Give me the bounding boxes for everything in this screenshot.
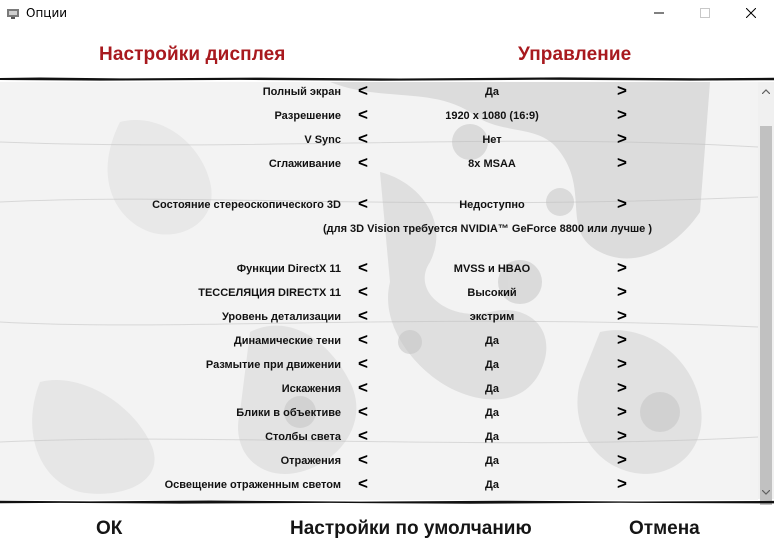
option-label: Отражения (280, 455, 341, 467)
tab-display-settings[interactable]: Настройки дисплея (99, 44, 286, 65)
option-label: Столбы света (265, 431, 341, 443)
option-label: Полный экран (262, 86, 341, 98)
option-row-motion-blur (0, 355, 758, 379)
prev-value-button[interactable]: < (358, 129, 368, 148)
next-value-button[interactable]: > (617, 354, 627, 373)
close-icon (746, 5, 756, 23)
maximize-icon (700, 5, 710, 23)
minimize-icon (654, 5, 664, 23)
next-value-button[interactable]: > (617, 378, 627, 397)
option-value: Да (485, 407, 499, 419)
next-value-button[interactable]: > (617, 258, 627, 277)
option-label: ТЕССЕЛЯЦИЯ DIRECTX 11 (198, 287, 341, 299)
option-label: Разрешение (274, 110, 341, 122)
next-value-button[interactable]: > (617, 82, 627, 100)
option-row-directx11-features (0, 259, 758, 283)
option-value: Да (485, 479, 499, 491)
prev-value-button[interactable]: < (358, 330, 368, 349)
window-titlebar (0, 0, 774, 28)
prev-value-button[interactable]: < (358, 354, 368, 373)
restore-defaults-button[interactable]: Настройки по умолчанию (290, 518, 532, 539)
maximize-button[interactable] (682, 0, 728, 28)
next-value-button[interactable]: > (617, 153, 627, 172)
option-value: Да (485, 455, 499, 467)
tab-controls[interactable]: Управление (518, 44, 632, 65)
option-label: Освещение отраженным светом (164, 479, 341, 491)
prev-value-button[interactable]: < (358, 82, 368, 100)
prev-value-button[interactable]: < (358, 258, 368, 277)
scroll-up-button[interactable] (758, 82, 774, 98)
next-value-button[interactable]: > (617, 426, 627, 445)
option-row-stereo-3d (0, 195, 758, 219)
app-icon (6, 6, 20, 20)
prev-value-button[interactable]: < (358, 426, 368, 445)
option-label: Искажения (281, 383, 341, 395)
prev-value-button[interactable]: < (358, 105, 368, 124)
prev-value-button[interactable]: < (358, 153, 368, 172)
prev-value-button[interactable]: < (358, 378, 368, 397)
option-row-resolution (0, 106, 758, 130)
option-label: Динамические тени (233, 335, 341, 347)
option-value: Да (485, 431, 499, 443)
options-header (0, 28, 774, 80)
option-row-antialiasing (0, 154, 758, 178)
chevron-up-icon (762, 81, 770, 99)
option-row-reflections (0, 451, 758, 475)
option-value: Да (485, 335, 499, 347)
options-scrollbar[interactable] (758, 82, 774, 499)
prev-value-button[interactable]: < (358, 306, 368, 325)
option-value: Нет (482, 134, 502, 146)
next-value-button[interactable]: > (617, 306, 627, 325)
option-row-dynamic-shadows (0, 331, 758, 355)
option-label: Уровень детализации (222, 311, 341, 323)
next-value-button[interactable]: > (617, 330, 627, 349)
option-row-light-shafts (0, 427, 758, 451)
prev-value-button[interactable]: < (358, 282, 368, 301)
option-label: Состояние стереоскопического 3D (152, 199, 341, 211)
option-label: Сглаживание (268, 158, 341, 170)
options-panel (0, 82, 758, 500)
option-label: Функции DirectX 11 (236, 263, 341, 275)
prev-value-button[interactable]: < (358, 474, 368, 493)
minimize-button[interactable] (636, 0, 682, 28)
prev-value-button[interactable]: < (358, 194, 368, 213)
option-label: V Sync (304, 134, 341, 146)
scroll-down-button[interactable] (758, 483, 774, 499)
window-title: Опции (26, 6, 68, 20)
stereo-3d-note: (для 3D Vision требуется NVIDIA™ GeForce 8800 или лучше ) (322, 223, 653, 235)
chevron-down-icon (762, 482, 770, 500)
option-value: экстрим (469, 311, 515, 323)
prev-value-button[interactable]: < (358, 402, 368, 421)
prev-value-button[interactable]: < (358, 450, 368, 469)
option-value: 8x MSAA (468, 158, 516, 170)
next-value-button[interactable]: > (617, 105, 627, 124)
option-row-lens-flares (0, 403, 758, 427)
close-button[interactable] (728, 0, 774, 28)
option-value: Высокий (467, 287, 517, 299)
option-row-bounce-lighting (0, 475, 758, 499)
option-value: Да (485, 359, 499, 371)
options-footer (0, 505, 774, 559)
next-value-button[interactable]: > (617, 474, 627, 493)
next-value-button[interactable]: > (617, 402, 627, 421)
option-value: Недоступно (459, 199, 525, 211)
option-label: Блики в объективе (236, 407, 341, 419)
scrollbar-thumb[interactable] (760, 126, 772, 511)
option-row-detail-level (0, 307, 758, 331)
option-value: Да (485, 383, 499, 395)
next-value-button[interactable]: > (617, 129, 627, 148)
next-value-button[interactable]: > (617, 282, 627, 301)
ok-button[interactable]: ОК (96, 518, 123, 539)
option-row-vsync (0, 130, 758, 154)
next-value-button[interactable]: > (617, 450, 627, 469)
option-value: MVSS и HBAO (453, 263, 531, 275)
option-label: Размытие при движении (205, 359, 341, 371)
option-row-tessellation (0, 283, 758, 307)
next-value-button[interactable]: > (617, 194, 627, 213)
option-value: 1920 x 1080 (16:9) (445, 110, 539, 122)
option-row-distortions (0, 379, 758, 403)
cancel-button[interactable]: Отмена (629, 518, 700, 539)
option-value: Да (485, 86, 499, 98)
option-row-fullscreen (0, 82, 758, 106)
